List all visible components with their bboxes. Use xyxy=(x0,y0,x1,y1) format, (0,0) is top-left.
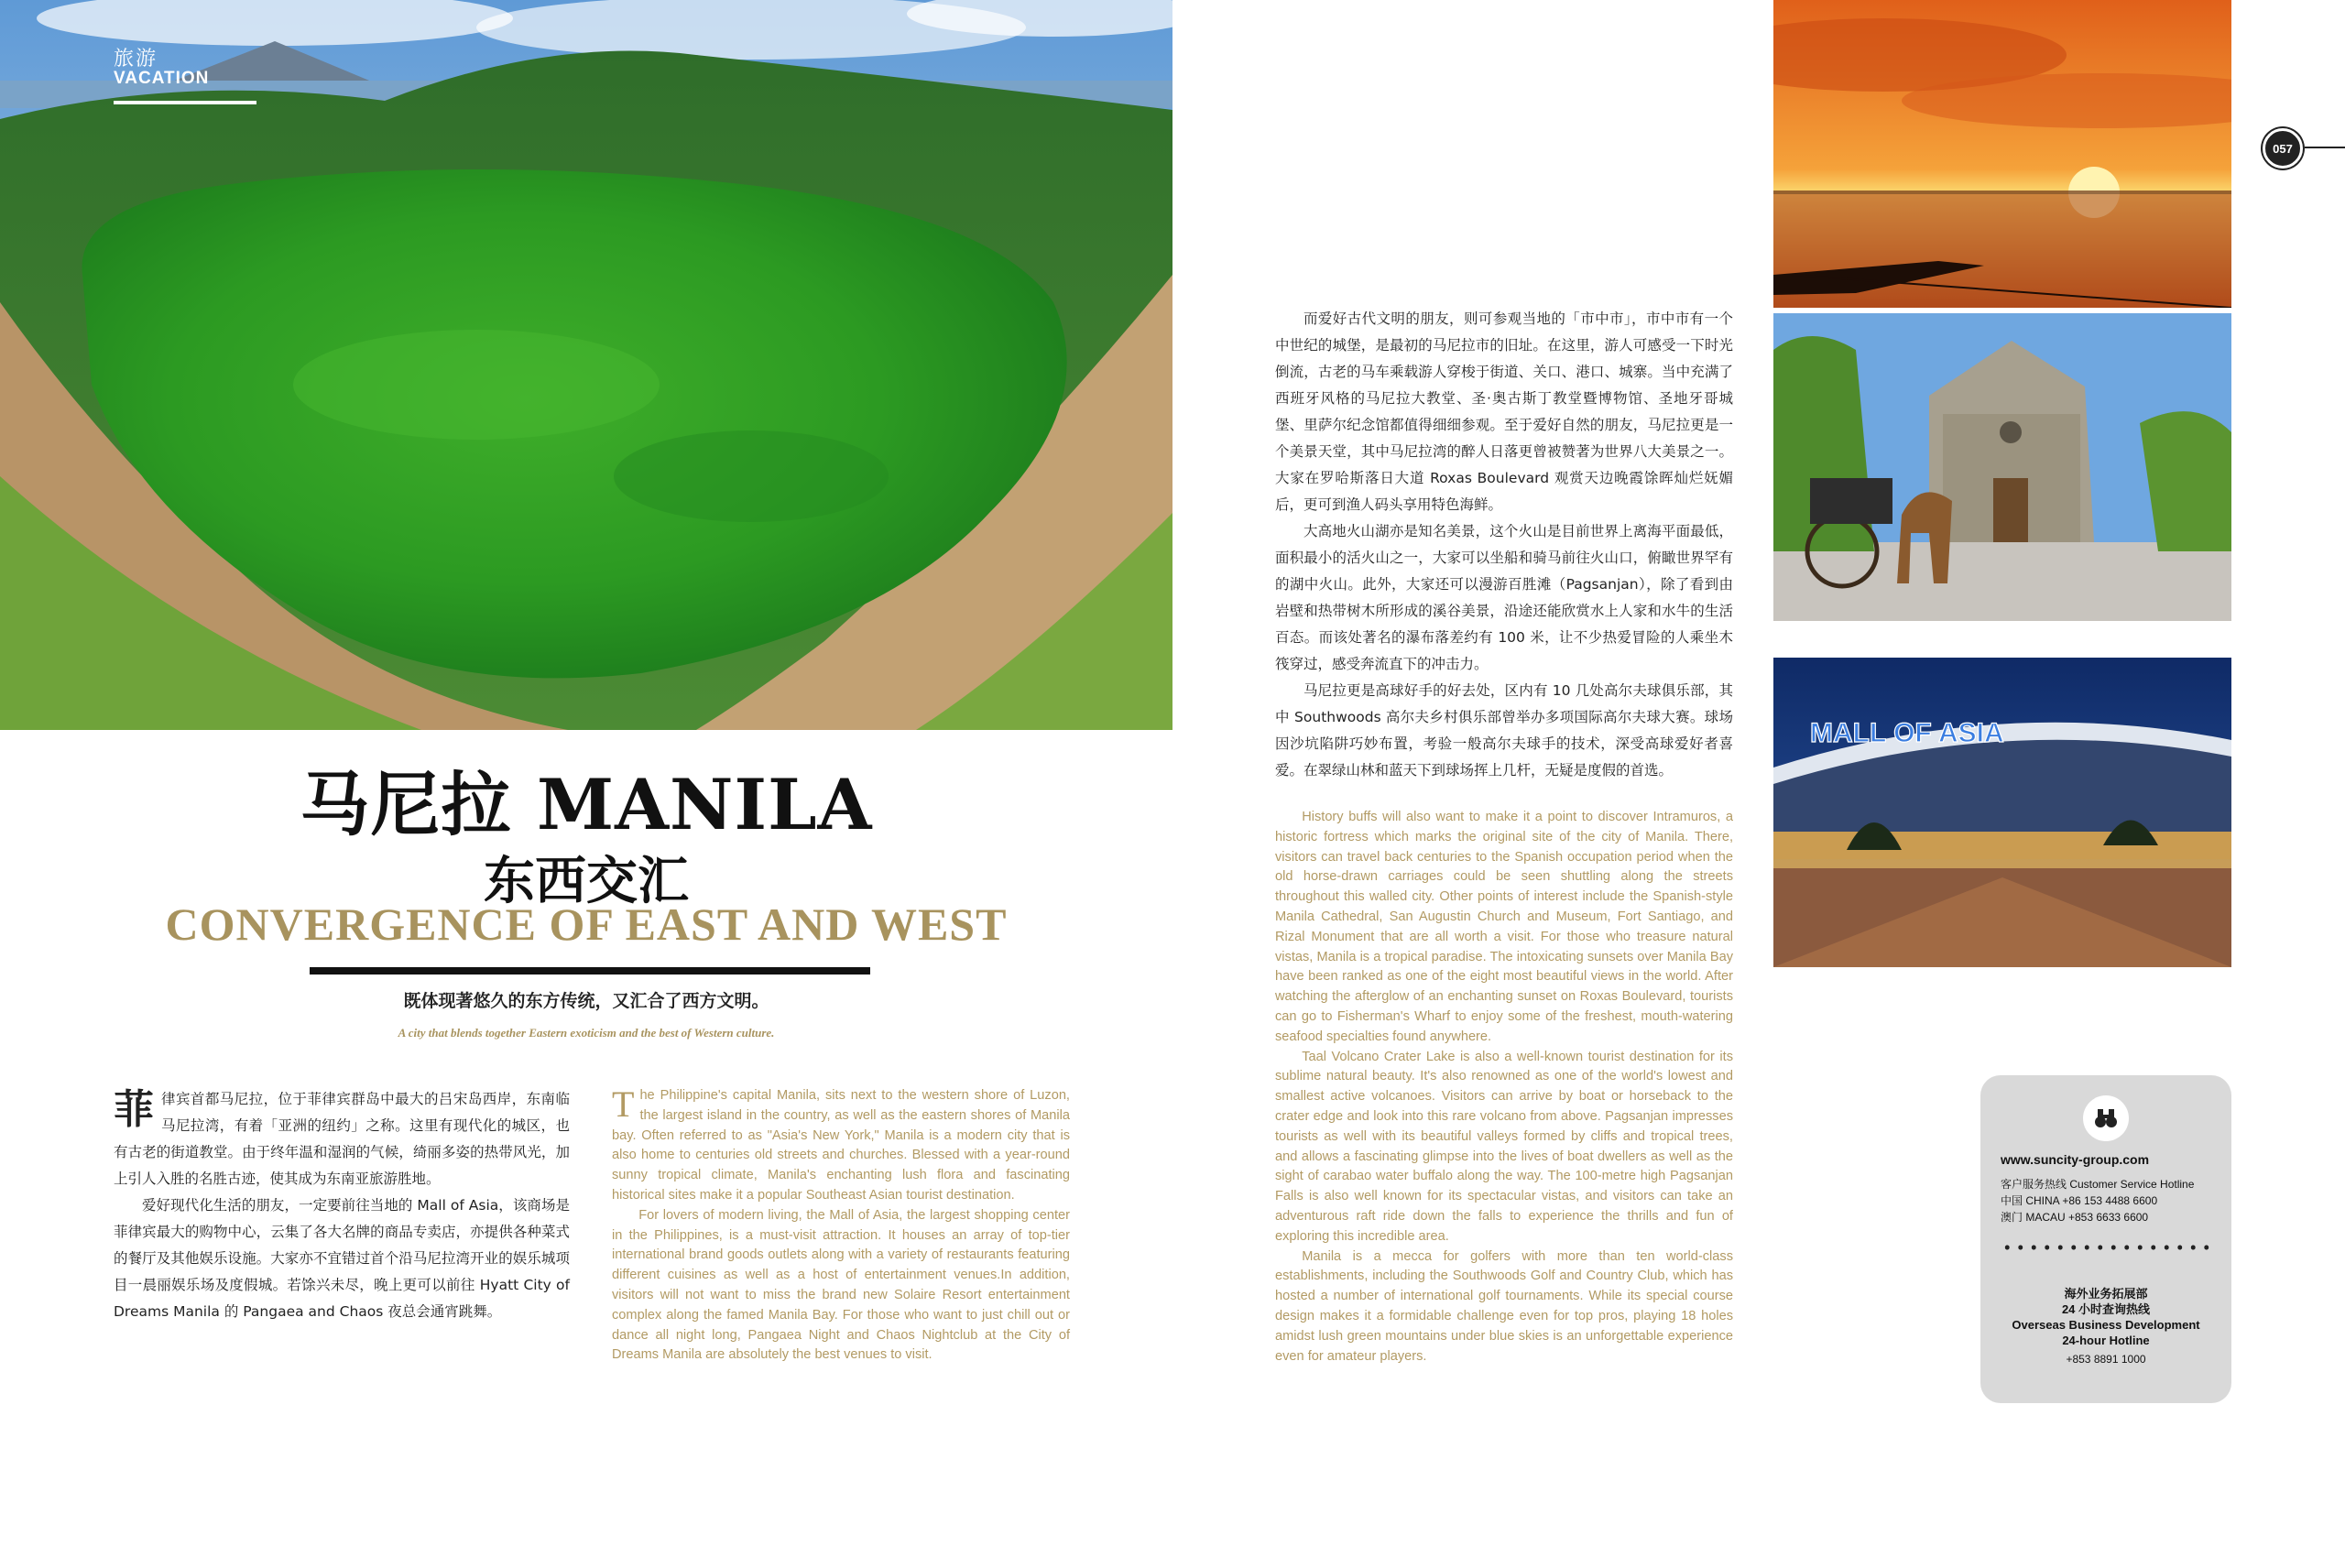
hero-image-crater-lake xyxy=(0,0,1172,730)
tagline-zh: 既体现著悠久的东方传统，又汇合了西方文明。 xyxy=(403,991,769,1011)
section-tag xyxy=(114,48,209,89)
hotline-china: 中国 CHINA +86 153 4488 6600 xyxy=(2001,1194,2158,1207)
binoculars-icon xyxy=(2083,1095,2129,1141)
page-number-rule xyxy=(2305,147,2345,148)
article-column-zh-right xyxy=(1275,306,1733,784)
mall-sign-text: MALL OF ASIA xyxy=(1810,718,2004,748)
paragraph: 马尼拉更是高球好手的好去处，区内有 10 几处高尔夫球俱乐部，其中 Southwoods 高尔夫乡村俱乐部曾举办多项国际高尔夫球大赛。球场因沙坑陷阱巧妙布置，考验一般高尔夫球手的技术，深受高球爱好者喜爱。在翠绿山林和蓝天下到球场挥上几杆，无疑是度假的首选。 xyxy=(1275,682,1733,779)
dropcap: T xyxy=(612,1083,635,1125)
dotted-divider xyxy=(2001,1244,2213,1251)
photo-intramuros-church xyxy=(1773,313,2231,621)
paragraph: 而爱好古代文明的朋友，则可参观当地的「市中市」，市中市有一个中世纪的城堡，是最初的马尼拉市的旧址。在这里，游人可感受一下时光倒流，古老的马车乘载游人穿梭于街道、关口、港口、城寨。当中充满了西班牙风格的马尼拉大教堂、圣·奥古斯丁教堂暨博物馆、圣地牙哥城堡、里萨尔纪念馆都值得细细参观。至于爱好自然的朋友，马尼拉更是一个美景天堂，其中马尼拉湾的醉人日落更曾被赞著为世界八大美景之一。大家在罗哈斯落日大道 Roxas Boulevard 观赏天边晚霞馀晖灿烂妩媚后，更可到渔人码头享用特色海鲜。 xyxy=(1275,310,1733,513)
dept-en: Overseas Business Development xyxy=(2012,1318,2200,1332)
hotline-macau: 澳门 MACAU +853 6633 6600 xyxy=(2001,1211,2149,1224)
contact-website: www.suncity-group.com xyxy=(2001,1152,2150,1167)
dept-zh: 海外业务拓展部 xyxy=(2064,1287,2148,1301)
page-number: 057 xyxy=(2263,128,2303,169)
paragraph: The Philippine's capital Manila, sits next to the western shore of Luzon, the largest island in the country, as well as the eastern shores of Manila bay. Often referred to as "Asia's New York," Manila is a modern city that is also home to centuries old streets and churches. Blessed with a year-round sunny tropical climate, Manila's enchanting lush flora and fascinating historical sites make it a popular Southeast Asian tourist destination. xyxy=(612,1083,1070,1203)
paragraph: Taal Volcano Crater Lake is also a well-known tourist destination for its sublime natural beauty. It's also renowned as one of the world's lowest and smallest active volcanoes. Visitors can arrive by boat or horseback to the crater edge and look into this rare volcano from above. Pagsanjan impresses tourists as well with its beautiful valleys formed by cliffs and tropical trees, and allows a fascinating glimpse into the lives of boat dwellers as well as the sight of carabao water buffalo along the way. The 100-metre high Pagsanjan Falls is also well known for its spectacular vistas, and visitors can take an adventurous raft ride down the falls to experience the thrills and fun of exploring this incredible area. xyxy=(1275,1049,1733,1244)
tagline-en: A city that blends together Eastern exoticism and the best of Western culture. xyxy=(398,1026,775,1040)
hotline-en: 24-hour Hotline xyxy=(2062,1334,2150,1347)
page-subtitle: 东西交汇 xyxy=(484,851,689,911)
overseas-hotline xyxy=(1980,1286,2231,1367)
paragraph: History buffs will also want to make it a point to discover Intramuros, a historic fortress which marks the original site of the city of Manila. There, visitors can travel back centuries to the Spanish occupation period when the old horse-drawn carriages could be seen shuttling along the streets throughout this walled city. Other points of interest include the Spanish-style Manila Cathedral, San Augustin Church and Museum, Fort Santiago, and Rizal Monument that are all worth a visit. For those who treasure natural vistas, Manila is a tropical paradise. The intoxicating sunsets over Manila Bay have been ranked as one of the eight most beautiful views in the world. After watching the afterglow of an enchanting sunset on Roxas Boulevard, tourists can go to Fisherman's Wharf to enjoy some of the freshest, mouth-watering seafood specialties found anywhere. xyxy=(1275,810,1733,1044)
paragraph: Manila is a mecca for golfers with more than ten world-class establishments, including the Southwoods Golf and Country Club, which has hosted a number of international golf tournaments. While its special course design makes it a formidable challenge even for top pros, playing 18 holes amidst lush green mountains under blue skies is an unforgettable experience even for amateur players. xyxy=(1275,1248,1733,1364)
dropcap: 菲 xyxy=(114,1086,154,1133)
photo-manila-bay-sunset xyxy=(1773,0,2231,308)
title-divider xyxy=(310,967,870,975)
contact-hotlines xyxy=(2001,1176,2194,1225)
section-tag-en: VACATION xyxy=(114,69,210,89)
photo-mall-of-asia xyxy=(1773,658,2231,967)
page-title: 马尼拉 MANILA xyxy=(300,764,873,845)
article-column-en-left xyxy=(612,1083,1070,1366)
paragraph: 菲律宾首都马尼拉，位于菲律宾群岛中最大的吕宋岛西岸，东南临马尼拉湾，有着「亚洲的纽约」之称。这里有现代化的城区，也有古老的街道教堂。由于终年温和湿润的气候，绮丽多姿的热带风光，加上引人入胜的名胜古迹，使其成为东南亚旅游胜地。 xyxy=(114,1086,570,1187)
paragraph: For lovers of modern living, the Mall of Asia, the largest shopping center in the Philippines, is a must-visit attraction. It houses an array of top-tier international brand goods outlets along with a variety of restaurants featuring different cuisines as well as a host of entertainment venues.In addition, visitors will not want to miss the brand new Solaire Resort entertainment complex along the famed Manila Bay. For those who want to just chill out or dance all night long, Pangaea Night and Chaos Nightclub at the City of Dreams Manila are absolutely the best venues to visit. xyxy=(612,1207,1070,1363)
hotline-label: 客户服务热线 Customer Service Hotline xyxy=(2001,1178,2195,1191)
article-column-en-right xyxy=(1275,808,1733,1367)
page-title-en: CONVERGENCE OF EAST AND WEST xyxy=(165,898,1008,950)
paragraph: 爱好现代化生活的朋友，一定要前往当地的 Mall of Asia，该商场是菲律宾最大的购物中心，云集了各大名牌的商品专卖店，亦提供各种菜式的餐厅及其他娱乐设施。大家亦不宜错过首个沿马尼拉湾开业的娱乐城项目一晨丽娱乐场及度假城。若馀兴未尽，晚上更可以前往 Hyatt City of Dreams Manila 的 Pangaea and Chaos 夜总会通宵跳舞。 xyxy=(114,1197,570,1320)
section-rule xyxy=(114,101,256,104)
section-tag-zh: 旅游 xyxy=(114,47,158,70)
hotline-zh: 24 小时查询热线 xyxy=(2061,1302,2151,1316)
paragraph: 大高地火山湖亦是知名美景，这个火山是目前世界上离海平面最低，面积最小的活火山之一，大家可以坐船和骑马前往火山口，俯瞰世界罕有的湖中火山。此外，大家还可以漫游百胜滩（Pagsanjan），除了看到由岩壁和热带树木所形成的溪谷美景，沿途还能欣赏水上人家和水牛的生活百态。而该处著名的瀑布落差约有 100 米，让不少热爱冒险的人乘坐木筏穿过，感受奔流直下的冲击力。 xyxy=(1275,523,1733,672)
hotline-number: +853 8891 1000 xyxy=(2066,1353,2146,1366)
contact-box xyxy=(1980,1075,2231,1403)
article-column-zh-left xyxy=(114,1086,570,1325)
